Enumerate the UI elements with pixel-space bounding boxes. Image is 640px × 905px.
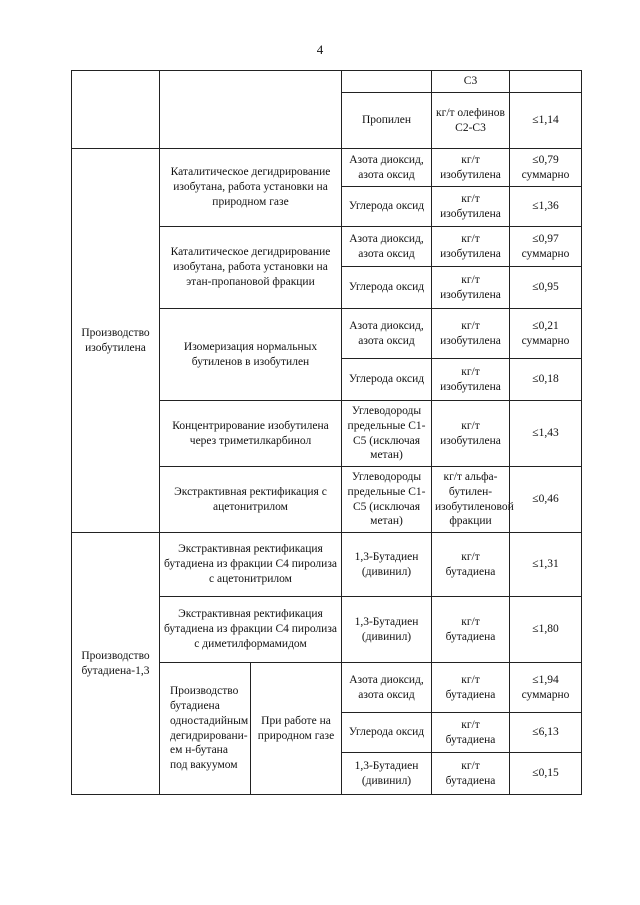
unit-cell: кг/т бутадиена xyxy=(432,597,510,663)
substance-cell: Углерода оксид xyxy=(342,359,432,401)
process-cell: Экстрактивная ректификация бутадиена из фракции С4 пиролиза с диметилформамидом xyxy=(160,597,342,663)
value-cell: ≤0,97 суммарно xyxy=(510,227,582,267)
substance-cell: Пропилен xyxy=(342,93,432,149)
unit-cell: кг/т олефинов С2-С3 xyxy=(432,93,510,149)
process-cell: Производство бутадиена одностадийным дегидрировани-ем н-бутана под вакуумом xyxy=(160,663,251,795)
unit-cell: кг/т изобутилена xyxy=(432,401,510,467)
page-number: 4 xyxy=(316,42,324,57)
value-cell: ≤1,94 суммарно xyxy=(510,663,582,713)
section-cell-isobutylene: Производство изобутилена xyxy=(72,149,160,533)
value-cell: ≤1,14 xyxy=(510,93,582,149)
substance-cell: Углерода оксид xyxy=(342,713,432,753)
substance-cell: 1,3-Бутадиен (дивинил) xyxy=(342,533,432,597)
substance-cell: 1,3-Бутадиен (дивинил) xyxy=(342,753,432,795)
process-cell: Концентрирование изобутилена через триметилкарбинол xyxy=(160,401,342,467)
unit-cell: кг/т изобутилена xyxy=(432,267,510,309)
value-cell: ≤0,21 суммарно xyxy=(510,309,582,359)
unit-cell: кг/т альфа-бутилен-изобутиленовой фракции xyxy=(432,467,510,533)
substance-cell: Углеводороды предельные С1-С5 (исключая метан) xyxy=(342,401,432,467)
value-cell: ≤1,31 xyxy=(510,533,582,597)
process-cell: Экстрактивная ректификация с ацетонитрилом xyxy=(160,467,342,533)
value-cell: ≤0,79 суммарно xyxy=(510,149,582,187)
value-cell: ≤0,95 xyxy=(510,267,582,309)
value-cell: ≤1,43 xyxy=(510,401,582,467)
value-cell: ≤0,46 xyxy=(510,467,582,533)
condition-cell: При работе на природном газе xyxy=(251,663,342,795)
substance-cell: Азота диоксид, азота оксид xyxy=(342,309,432,359)
value-cell: ≤6,13 xyxy=(510,713,582,753)
section-cell-butadiene: Производство бутадиена-1,3 xyxy=(72,533,160,795)
process-cell: Экстрактивная ректификация бутадиена из фракции С4 пиролиза с ацетонитрилом xyxy=(160,533,342,597)
substance-cell: 1,3-Бутадиен (дивинил) xyxy=(342,597,432,663)
unit-cell: кг/т изобутилена xyxy=(432,149,510,187)
unit-cell: кг/т изобутилена xyxy=(432,359,510,401)
table-row xyxy=(72,149,582,187)
unit-cell: кг/т бутадиена xyxy=(432,753,510,795)
process-cell: Каталитическое дегидрирование изобутана, работа установки на природном газе xyxy=(160,149,342,227)
emission-standards-table xyxy=(71,70,582,795)
table-row xyxy=(72,533,582,597)
process-cell xyxy=(160,71,342,149)
process-cell: Каталитическое дегидрирование изобутана, работа установки на этан-пропановой фракции xyxy=(160,227,342,309)
substance-cell: Азота диоксид, азота оксид xyxy=(342,663,432,713)
value-cell: ≤0,18 xyxy=(510,359,582,401)
substance-cell xyxy=(342,71,432,93)
table-row xyxy=(72,71,582,93)
unit-cell: кг/т изобутилена xyxy=(432,227,510,267)
value-cell xyxy=(510,71,582,93)
value-cell: ≤1,36 xyxy=(510,187,582,227)
unit-cell: кг/т изобутилена xyxy=(432,187,510,227)
process-cell: Изомеризация нормальных бутиленов в изобутилен xyxy=(160,309,342,401)
unit-cell: кг/т бутадиена xyxy=(432,713,510,753)
substance-cell: Углерода оксид xyxy=(342,187,432,227)
unit-cell: кг/т бутадиена xyxy=(432,663,510,713)
value-cell: ≤1,80 xyxy=(510,597,582,663)
substance-cell: Азота диоксид, азота оксид xyxy=(342,227,432,267)
unit-cell: кг/т бутадиена xyxy=(432,533,510,597)
substance-cell: Углерода оксид xyxy=(342,267,432,309)
substance-cell: Углеводороды предельные С1-С5 (исключая метан) xyxy=(342,467,432,533)
substance-cell: Азота диоксид, азота оксид xyxy=(342,149,432,187)
unit-cell: С3 xyxy=(432,71,510,93)
value-cell: ≤0,15 xyxy=(510,753,582,795)
section-cell xyxy=(72,71,160,149)
unit-cell: кг/т изобутилена xyxy=(432,309,510,359)
